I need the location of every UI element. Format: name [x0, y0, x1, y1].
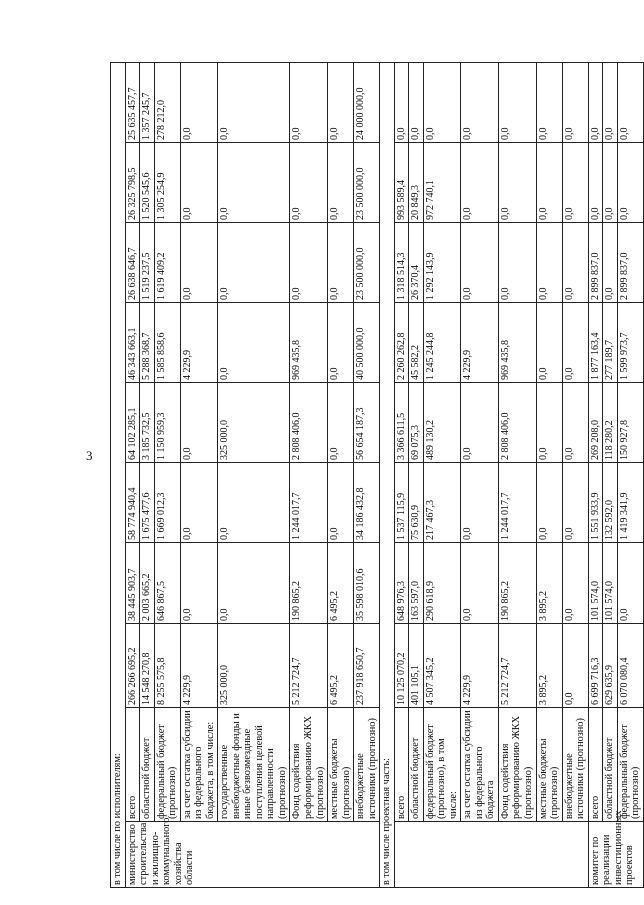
value-cell: 2 899 837,0	[617, 223, 643, 303]
funding-source-cell: федеральный бюджет (прогнозно)	[154, 708, 180, 822]
value-cell: 0,0	[603, 143, 618, 223]
value-cell: 0,0	[328, 143, 354, 223]
value-cell: 1 244 017,7	[290, 463, 328, 543]
value-cell: 3 185 732,5	[140, 383, 155, 463]
table-row	[498, 62, 536, 887]
value-cell: 1 669 012,3	[154, 463, 180, 543]
value-cell: 58 774 940,4	[125, 463, 140, 543]
value-cell: 26 638 646,7	[125, 223, 140, 303]
value-cell: 0,0	[180, 223, 218, 303]
value-cell: 0,0	[562, 143, 588, 223]
value-cell: 0,0	[588, 143, 603, 223]
value-cell: 0,0	[617, 62, 643, 142]
funding-source-cell: внебюджетные источники (прогнозно)	[562, 708, 588, 822]
value-cell: 132 592,0	[603, 463, 618, 543]
value-cell: 0,0	[562, 543, 588, 624]
table-body	[111, 62, 644, 887]
value-cell: 101 574,0	[588, 543, 603, 624]
value-cell: 10 125 070,2	[394, 624, 409, 708]
value-cell: 0,0	[562, 383, 588, 463]
value-cell: 0,0	[328, 383, 354, 463]
funding-source-cell: местные бюджеты (прогнозно)	[536, 708, 562, 822]
value-cell: 2 808 406,0	[290, 383, 328, 463]
value-cell: 0,0	[290, 143, 328, 223]
table-row	[140, 62, 155, 887]
value-cell: 69 075,3	[409, 383, 424, 463]
value-cell: 118 280,2	[603, 383, 618, 463]
funding-source-cell: федеральный бюджет (прогнозно), в том числе:	[423, 708, 461, 822]
value-cell: 0,0	[603, 62, 618, 142]
value-cell: 6 070 080,4	[617, 624, 643, 708]
value-cell: 1 537 115,9	[394, 463, 409, 543]
value-cell: 0,0	[180, 383, 218, 463]
value-cell: 0,0	[536, 223, 562, 303]
executor-cell	[394, 822, 588, 888]
value-cell: 45 582,2	[409, 303, 424, 383]
value-cell: 4 229,9	[461, 303, 499, 383]
value-cell: 1 318 514,3	[394, 223, 409, 303]
value-cell: 217 467,3	[423, 463, 461, 543]
funding-source-cell: всего	[394, 708, 409, 822]
value-cell: 0,0	[180, 543, 218, 624]
value-cell: 1 519 237,5	[140, 223, 155, 303]
value-cell: 993 589,4	[394, 143, 409, 223]
value-cell: 25 635 457,7	[125, 62, 140, 142]
value-cell: 969 435,8	[498, 303, 536, 383]
value-cell: 0,0	[461, 463, 499, 543]
funding-source-cell: федеральный бюджет (прогнозно)	[617, 708, 643, 822]
value-cell: 0,0	[328, 463, 354, 543]
value-cell: 4 507 345,2	[423, 624, 461, 708]
table-row	[536, 62, 562, 887]
value-cell: 1 599 973,7	[617, 303, 643, 383]
value-cell: 0,0	[536, 383, 562, 463]
value-cell: 6 699 716,3	[588, 624, 603, 708]
value-cell: 0,0	[461, 223, 499, 303]
value-cell: 14 548 270,8	[140, 624, 155, 708]
value-cell: 0,0	[562, 303, 588, 383]
value-cell: 20 849,3	[409, 143, 424, 223]
executor-cell: комитет по реализации инвестиционных проектов	[588, 822, 643, 888]
value-cell: 0,0	[562, 223, 588, 303]
funding-source-cell: государственные внебюджетные фонды и иные безвозмездные поступления целевой направленности (прогнозно)	[218, 708, 290, 822]
value-cell: 0,0	[562, 463, 588, 543]
value-cell: 972 740,1	[423, 143, 461, 223]
table-row	[328, 62, 354, 887]
value-cell: 648 976,3	[394, 543, 409, 624]
value-cell: 101 574,0	[603, 543, 618, 624]
value-cell: 1 305 254,9	[154, 143, 180, 223]
value-cell: 237 918 650,7	[354, 624, 380, 708]
value-cell: 325 000,0	[218, 383, 290, 463]
value-cell: 0,0	[218, 543, 290, 624]
value-cell: 0,0	[290, 223, 328, 303]
table-row	[588, 62, 603, 887]
value-cell: 23 500 000,0	[354, 223, 380, 303]
table-row	[180, 62, 218, 887]
table-row	[154, 62, 180, 887]
value-cell: 0,0	[394, 62, 409, 142]
value-cell: 0,0	[218, 143, 290, 223]
value-cell: 0,0	[562, 62, 588, 142]
value-cell: 0,0	[290, 62, 328, 142]
value-cell: 1 150 959,3	[154, 383, 180, 463]
funding-source-cell: областной бюджет	[140, 708, 155, 822]
value-cell: 629 635,9	[603, 624, 618, 708]
value-cell: 0,0	[180, 143, 218, 223]
value-cell: 0,0	[562, 624, 588, 708]
value-cell: 0,0	[180, 463, 218, 543]
section-heading-row	[111, 62, 126, 887]
value-cell: 401 105,1	[409, 624, 424, 708]
value-cell: 0,0	[328, 223, 354, 303]
value-cell: 0,0	[588, 62, 603, 142]
value-cell: 4 229,9	[461, 624, 499, 708]
value-cell: 4 229,9	[180, 624, 218, 708]
value-cell: 278 212,0	[154, 62, 180, 142]
value-cell: 969 435,8	[290, 303, 328, 383]
value-cell: 0,0	[218, 303, 290, 383]
funding-source-cell: Фонд содействия реформированию ЖКХ (прогнозно)	[498, 708, 536, 822]
rotated-table-wrapper	[110, 63, 642, 888]
value-cell: 0,0	[180, 62, 218, 142]
value-cell: 3 366 611,5	[394, 383, 409, 463]
table-row	[218, 62, 290, 887]
value-cell: 1 877 163,4	[588, 303, 603, 383]
value-cell: 325 000,0	[218, 624, 290, 708]
funding-source-cell: областной бюджет	[409, 708, 424, 822]
funding-source-cell: Фонд содействия реформированию ЖКХ (прогнозно)	[290, 708, 328, 822]
value-cell: 26 325 798,5	[125, 143, 140, 223]
value-cell: 0,0	[423, 62, 461, 142]
value-cell: 5 288 368,7	[140, 303, 155, 383]
value-cell: 290 618,9	[423, 543, 461, 624]
page-number: 3	[86, 448, 93, 463]
section-heading-row	[380, 62, 395, 887]
value-cell: 34 186 432,8	[354, 463, 380, 543]
value-cell: 6 495,2	[328, 624, 354, 708]
value-cell: 35 598 010,6	[354, 543, 380, 624]
value-cell: 38 445 903,7	[125, 543, 140, 624]
value-cell: 0,0	[328, 62, 354, 142]
value-cell: 2 899 837,0	[588, 223, 603, 303]
value-cell: 0,0	[218, 62, 290, 142]
value-cell: 6 495,2	[328, 543, 354, 624]
value-cell: 0,0	[536, 143, 562, 223]
table-row	[423, 62, 461, 887]
value-cell: 150 927,8	[617, 383, 643, 463]
value-cell: 0,0	[617, 143, 643, 223]
value-cell: 0,0	[461, 143, 499, 223]
executor-cell: министерство строительства и жилищно-коммунального хозяйства области	[125, 822, 380, 888]
table-row	[409, 62, 424, 887]
table-row	[461, 62, 499, 887]
value-cell: 75 630,9	[409, 463, 424, 543]
section-heading: в том числе по исполнителям:	[111, 62, 126, 887]
value-cell: 266 266 695,2	[125, 624, 140, 708]
value-cell: 46 343 663,1	[125, 303, 140, 383]
value-cell: 8 255 575,8	[154, 624, 180, 708]
value-cell: 0,0	[603, 223, 618, 303]
value-cell: 1 619 409,2	[154, 223, 180, 303]
table-row	[290, 62, 328, 887]
value-cell: 0,0	[498, 143, 536, 223]
value-cell: 489 130,2	[423, 383, 461, 463]
value-cell: 190 865,2	[290, 543, 328, 624]
funding-source-cell: областной бюджет	[603, 708, 618, 822]
value-cell: 2 003 665,2	[140, 543, 155, 624]
value-cell: 1 419 341,9	[617, 463, 643, 543]
value-cell: 1 675 477,6	[140, 463, 155, 543]
value-cell: 3 895,2	[536, 543, 562, 624]
value-cell: 0,0	[218, 223, 290, 303]
value-cell: 1 245 244,8	[423, 303, 461, 383]
value-cell: 5 212 724,7	[290, 624, 328, 708]
value-cell: 277 189,7	[603, 303, 618, 383]
value-cell: 190 865,2	[498, 543, 536, 624]
value-cell: 1 520 545,6	[140, 143, 155, 223]
value-cell: 0,0	[498, 223, 536, 303]
value-cell: 1 292 143,9	[423, 223, 461, 303]
value-cell: 0,0	[461, 383, 499, 463]
table-row	[125, 62, 140, 887]
value-cell: 0,0	[498, 62, 536, 142]
value-cell: 1 585 858,6	[154, 303, 180, 383]
section-heading: в том числе проектная часть:	[380, 62, 395, 887]
value-cell: 269 208,0	[588, 383, 603, 463]
table-row	[603, 62, 618, 887]
value-cell: 0,0	[461, 543, 499, 624]
value-cell: 40 500 000,0	[354, 303, 380, 383]
value-cell: 163 597,0	[409, 543, 424, 624]
value-cell: 0,0	[461, 62, 499, 142]
funding-source-cell: внебюджетные источники (прогнозно)	[354, 708, 380, 822]
value-cell: 1 244 017,7	[498, 463, 536, 543]
value-cell: 23 500 000,0	[354, 143, 380, 223]
value-cell: 3 895,2	[536, 624, 562, 708]
value-cell: 0,0	[536, 62, 562, 142]
value-cell: 0,0	[328, 303, 354, 383]
value-cell: 1 357 245,7	[140, 62, 155, 142]
funding-source-cell: за счет остатка субсидии из федерального бюджета	[461, 708, 499, 822]
value-cell: 0,0	[536, 463, 562, 543]
value-cell: 4 229,9	[180, 303, 218, 383]
value-cell: 26 370,4	[409, 223, 424, 303]
funding-source-cell: местные бюджеты (прогнозно)	[328, 708, 354, 822]
value-cell: 2 808 406,0	[498, 383, 536, 463]
value-cell: 5 212 724,7	[498, 624, 536, 708]
value-cell: 646 867,5	[154, 543, 180, 624]
value-cell: 0,0	[409, 62, 424, 142]
table-row	[394, 62, 409, 887]
value-cell: 1 551 933,9	[588, 463, 603, 543]
value-cell: 64 102 285,1	[125, 383, 140, 463]
budget-table	[110, 62, 644, 888]
value-cell: 0,0	[536, 303, 562, 383]
value-cell: 0,0	[218, 463, 290, 543]
table-row	[617, 62, 643, 887]
table-row	[562, 62, 588, 887]
table-row	[354, 62, 380, 887]
funding-source-cell: за счет остатка субсидии из федерального бюджета, в том числе:	[180, 708, 218, 822]
value-cell: 2 260 262,8	[394, 303, 409, 383]
funding-source-cell: всего	[125, 708, 140, 822]
value-cell: 56 654 187,3	[354, 383, 380, 463]
value-cell: 24 000 000,0	[354, 62, 380, 142]
funding-source-cell: всего	[588, 708, 603, 822]
value-cell: 0,0	[617, 543, 643, 624]
